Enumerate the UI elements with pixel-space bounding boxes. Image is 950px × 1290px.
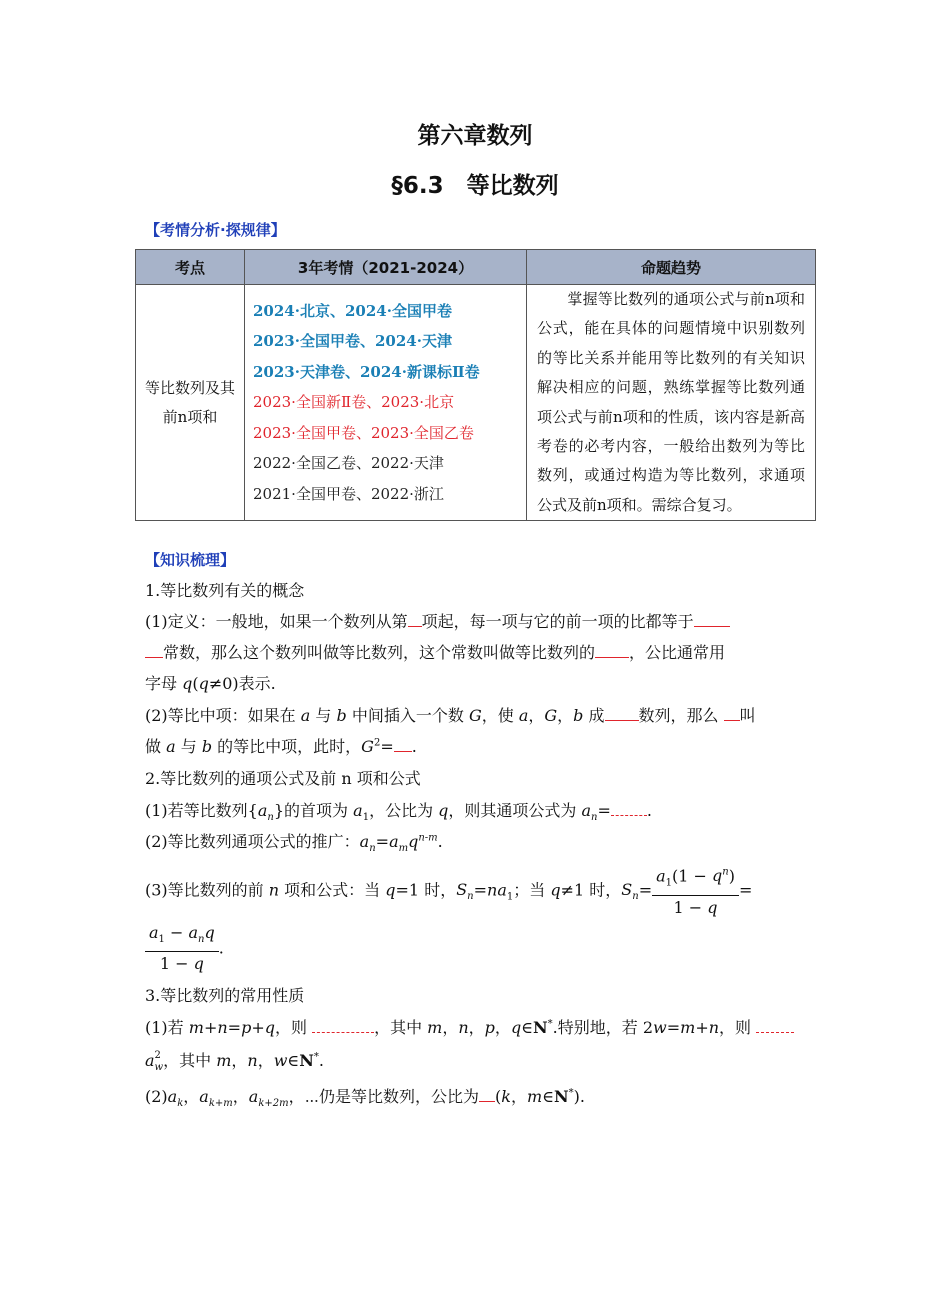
text: 字母 [145, 674, 183, 693]
exam-analysis-table [135, 249, 816, 521]
text: (1)定义：一般地，如果一个数列从第 [145, 612, 408, 631]
exam-analysis-heading: 【考情分析·探规律】 [145, 221, 286, 239]
chapter-title: 第六章数列 [417, 123, 533, 149]
fill-blank[interactable] [312, 1016, 374, 1033]
knowledge-heading: 【知识梳理】 [145, 551, 236, 569]
text: ；当 [513, 880, 551, 900]
s2-line1: (1)若等比数列$\{a_n\}$的首项为 $a_1$，公比为 q，则其通项公式为 $a_n=$ . [145, 801, 652, 824]
fill-blank[interactable] [408, 610, 422, 627]
s2-line3-cont: $\frac{a_1 - a_nq}{1 - q}$ . [145, 922, 224, 976]
text: (3)等比数列的前 [145, 880, 269, 900]
text: 常数，那么这个数列叫做等比数列，这个常数叫做等比数列的 [163, 643, 596, 662]
fill-blank[interactable] [611, 799, 647, 816]
text: ，则 [274, 1018, 313, 1037]
section-title: §6.3 等比数列 [391, 173, 559, 199]
fill-blank[interactable] [756, 1016, 794, 1033]
text: .特别地，若 [552, 1018, 643, 1037]
text: ，公比为 [369, 801, 439, 820]
s3-line2: $(2)a_k$，$a_{k+m}$，$a_{k+2m}$，⋯仍是等比数列，公比为 (k，m∈N*). [145, 1087, 585, 1110]
text: 的等比中项，此时， [212, 737, 362, 756]
s3-line1: (1)若 m+n=p+q，则 ，其中 m，n，p，q∈N*.特别地，若 2w=m+n，则 [145, 1015, 794, 1038]
fill-blank[interactable] [145, 641, 163, 658]
text: ，其中 [374, 1018, 428, 1037]
s1-definition-line3: 字母 q(q≠0)表示. [145, 674, 276, 693]
s1-title: 1.等比数列有关的概念 [145, 581, 305, 600]
s2-title: 2.等比数列的通项公式及前 n 项和公式 [145, 769, 421, 788]
fill-blank[interactable] [394, 735, 412, 752]
s1-geometric-mean-line2: 做 a 与 b 的等比中项，此时，$G^2=$ . [145, 737, 417, 756]
text: (2)等比数列通项公式的推广： [145, 832, 360, 851]
text: 项起，每一项与它的前一项的比都等于 [421, 612, 694, 631]
text: ，公比通常用 [629, 643, 726, 662]
col-header-trend: 命题趋势 [527, 250, 816, 285]
text: (1)若 [145, 1018, 189, 1037]
text: (2)等比中项：如果在 [145, 706, 301, 725]
text: (1)若等比数列 [145, 801, 248, 820]
topic-text: 等比数列及其前n项和 [145, 378, 236, 426]
exam-line: 2021·全国甲卷、2022·浙江 [253, 484, 444, 503]
text: 时， [419, 880, 457, 900]
col-header-exams: 3年考情（2021-2024） [245, 250, 527, 285]
s3-title: 3.等比数列的常用性质 [145, 986, 305, 1005]
sum-formula-fraction-2: $\frac{a_1 - a_nq}{1 - q}$ [145, 922, 219, 976]
fill-blank[interactable] [724, 704, 740, 721]
exam-line: 2022·全国乙卷、2022·天津 [253, 454, 444, 473]
s1-definition-line1 [145, 609, 730, 632]
exams-cell [245, 285, 527, 521]
topic-cell [136, 285, 245, 521]
text: 数列，那么 [638, 706, 719, 725]
text: 时， [584, 880, 622, 900]
exam-line: 2023·全国甲卷、2023·全国乙卷 [253, 423, 474, 442]
text: 的首项为 [284, 801, 354, 820]
text: 叫 [739, 706, 756, 725]
text: 成 [583, 706, 605, 725]
text: ，则 [719, 1018, 757, 1037]
s3-line1-cont: $a_{w 2}$ ，其中 m，n，w∈N*. [145, 1050, 324, 1074]
text: 表示. [238, 674, 276, 693]
text: 做 [145, 737, 167, 756]
s2-line3: (3)等比数列的前 n 项和公式：当 q=1 时，$S_n=na_1$；当 q≠1 时，$S_n=$ $\frac{a_1(1 - q^n)}{1 - q}$ = [145, 862, 752, 920]
text: 项和公式：当 [279, 880, 386, 900]
exam-line: 2024·北京、2024·全国甲卷 [253, 301, 452, 320]
fill-blank[interactable] [479, 1085, 495, 1102]
s1-definition-line2 [145, 640, 725, 663]
text: ，其中 [163, 1051, 217, 1070]
sum-formula-fraction: $\frac{a_1(1 - q^n)}{1 - q}$ [652, 862, 739, 920]
text: 中间插入一个数 [346, 706, 469, 725]
text: ，使 [481, 706, 519, 725]
exam-line: 2023·全国新Ⅱ卷、2023·北京 [253, 393, 455, 412]
fill-blank[interactable] [694, 610, 730, 627]
text: 仍是等比数列，公比为 [319, 1087, 480, 1106]
s2-line2: (2)等比数列通项公式的推广：$a_n=a_mq^{n-m}$. [145, 832, 443, 855]
fill-blank[interactable] [605, 704, 639, 721]
trend-cell: 掌握等比数列的通项公式与前n项和公式，能在具体的问题情境中识别数列的等比关系并能用等比数列的有关知识解决相应的问题，熟练掌握等比数列通项公式与前n项和的性质，该内容是新高考卷的必考内容，一般给出数列为等比数列，或通过构造为等比数列，求通项公式及前n项和。需综合复习。 [527, 285, 816, 521]
col-header-topic: 考点 [136, 250, 245, 285]
exam-line: 2023·天津卷、2024·新课标Ⅱ卷 [253, 362, 480, 381]
s1-geometric-mean-line1: (2)等比中项：如果在 a 与 b 中间插入一个数 G，使 a，G，b 成 数列，那么 叫 [145, 706, 756, 725]
fill-blank[interactable] [595, 641, 629, 658]
exam-line: 2023·全国甲卷、2024·天津 [253, 332, 452, 351]
text: ，则其通项公式为 [448, 801, 582, 820]
